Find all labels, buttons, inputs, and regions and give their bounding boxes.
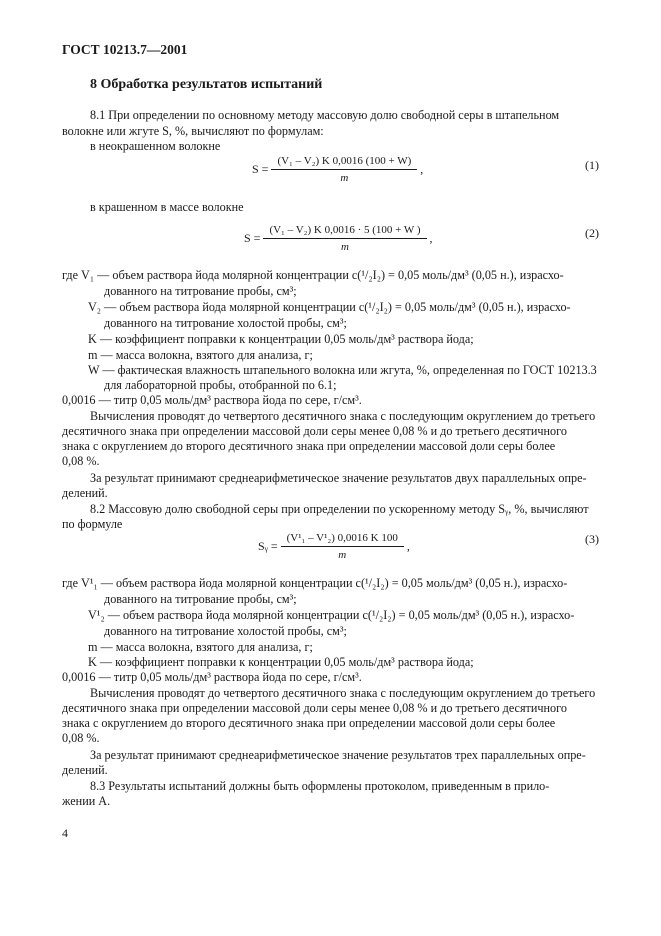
result-note-line: За результат принимают среднеарифметическое значение результатов двух параллельных опре- xyxy=(90,471,587,485)
formula-number: (2) xyxy=(585,226,599,240)
formula-denominator: m xyxy=(341,241,349,253)
formula-numerator: (V₁ – V₂) K 0,0016 · 5 (100 + W ) xyxy=(263,224,426,239)
definition-v1-cont: дованного на титрование пробы, см³; xyxy=(104,284,297,298)
definition-titer: 0,0016 — титр 0,05 моль/дм³ раствора йода по сере, г/см³. xyxy=(62,670,362,684)
definition-m: m — масса волокна, взятого для анализа, г; xyxy=(88,640,313,654)
section-title: 8 Обработка результатов испытаний xyxy=(90,77,323,92)
paragraph-8-2-line: 8.2 Массовую долю свободной серы при определении по ускоренному методу Sᵧ, %, вычисляют xyxy=(90,502,589,516)
formula-number: (1) xyxy=(585,158,599,172)
definition-w-cont: для лабораторной пробы, отобранной по 6.1; xyxy=(104,378,337,392)
formula-fraction xyxy=(263,224,426,253)
formula-fraction xyxy=(271,155,417,184)
definition-titer: 0,0016 — титр 0,05 моль/дм³ раствора йода по сере, г/см³. xyxy=(62,393,362,407)
formula-denominator: m xyxy=(338,549,347,561)
unpainted-fiber-label: в неокрашенном волокне xyxy=(90,139,221,153)
definition-v2-cont: дованного на титрование холостой пробы, см³; xyxy=(104,316,347,330)
calculation-note-line: 0,08 %. xyxy=(62,454,100,468)
formula-3 xyxy=(258,532,410,561)
definition-w: W — фактическая влажность штапельного волокна или жгута, %, определенная по ГОСТ 10213.3 xyxy=(88,363,597,377)
definition-v1: где V₁ — объем раствора йода молярной концентрации c(¹/₂I₂) = 0,05 моль/дм³ (0,05 н.), израсхо- xyxy=(62,268,564,282)
result-note-line: За результат принимают среднеарифметическое значение результатов трех параллельных опре- xyxy=(90,748,586,762)
paragraph-8-1-line: волокне или жгуте S, %, вычисляют по формулам: xyxy=(62,124,324,138)
formula-number: (3) xyxy=(585,532,599,546)
formula-2 xyxy=(244,224,433,253)
definition-v2-prime-cont: дованного на титрование холостой пробы, см³; xyxy=(104,624,347,638)
document-header: ГОСТ 10213.7—2001 xyxy=(62,42,188,57)
formula-lhs: Sᵧ = xyxy=(258,539,278,553)
formula-numerator: (V₁ – V₂) K 0,0016 (100 + W) xyxy=(271,155,417,170)
formula-tail: , xyxy=(420,162,424,176)
paragraph-8-1-line: 8.1 При определении по основному методу массовую долю свободной серы в штапельном xyxy=(90,108,560,122)
result-note-line: делений. xyxy=(62,486,108,500)
result-note-line: делений. xyxy=(62,763,108,777)
paragraph-8-3-line: жении А. xyxy=(62,794,111,808)
calculation-note-line: 0,08 %. xyxy=(62,731,100,745)
formula-lhs: S = xyxy=(244,231,261,245)
formula-tail: , xyxy=(406,539,410,553)
formula-numerator: (V¹₁ – V¹₂) 0,0016 K 100 xyxy=(281,532,404,547)
definition-k: K — коэффициент поправки к концентрации 0,05 моль/дм³ раствора йода; xyxy=(88,332,474,346)
calculation-note-line: знака с округлением до второго десятичного знака при определении массовой доли серы более xyxy=(62,716,556,730)
calculation-note-line: десятичного знака при определении массовой доли серы менее 0,08 % и до третьего десятичного xyxy=(62,701,567,715)
definition-v2: V₂ — объем раствора йода молярной концентрации c(¹/₂I₂) = 0,05 моль/дм³ (0,05 н.), израсхо- xyxy=(88,300,571,314)
calculation-note-line: Вычисления проводят до четвертого десятичного знака с последующим округлением до третьего xyxy=(90,409,596,423)
definition-v1-prime: где V¹₁ — объем раствора йода молярной концентрации c(¹/₂I₂) = 0,05 моль/дм³ (0,05 н.), израсхо- xyxy=(62,576,568,590)
page-number: 4 xyxy=(62,826,68,840)
definition-m: m — масса волокна, взятого для анализа, г; xyxy=(88,348,313,362)
formula-1 xyxy=(252,155,423,184)
paragraph-8-2-line: по формуле xyxy=(62,517,123,531)
calculation-note-line: знака с округлением до второго десятичного знака при определении массовой доли серы более xyxy=(62,439,556,453)
formula-denominator: m xyxy=(340,172,349,184)
paragraph-8-3-line: 8.3 Результаты испытаний должны быть оформлены протоколом, приведенным в прило- xyxy=(90,779,550,793)
calculation-note-line: Вычисления проводят до четвертого десятичного знака с последующим округлением до третьего xyxy=(90,686,596,700)
definition-v2-prime: V¹₂ — объем раствора йода молярной концентрации c(¹/₂I₂) = 0,05 моль/дм³ (0,05 н.), израсхо- xyxy=(88,608,575,622)
calculation-note-line: десятичного знака при определении массовой доли серы менее 0,08 % и до третьего десятичного xyxy=(62,424,567,438)
formula-lhs: S = xyxy=(252,162,269,176)
painted-fiber-label: в крашенном в массе волокне xyxy=(90,200,244,214)
definition-k: K — коэффициент поправки к концентрации 0,05 моль/дм³ раствора йода; xyxy=(88,655,474,669)
formula-fraction xyxy=(281,532,404,561)
definition-v1-prime-cont: дованного на титрование пробы, см³; xyxy=(104,592,297,606)
formula-tail: , xyxy=(429,231,433,245)
